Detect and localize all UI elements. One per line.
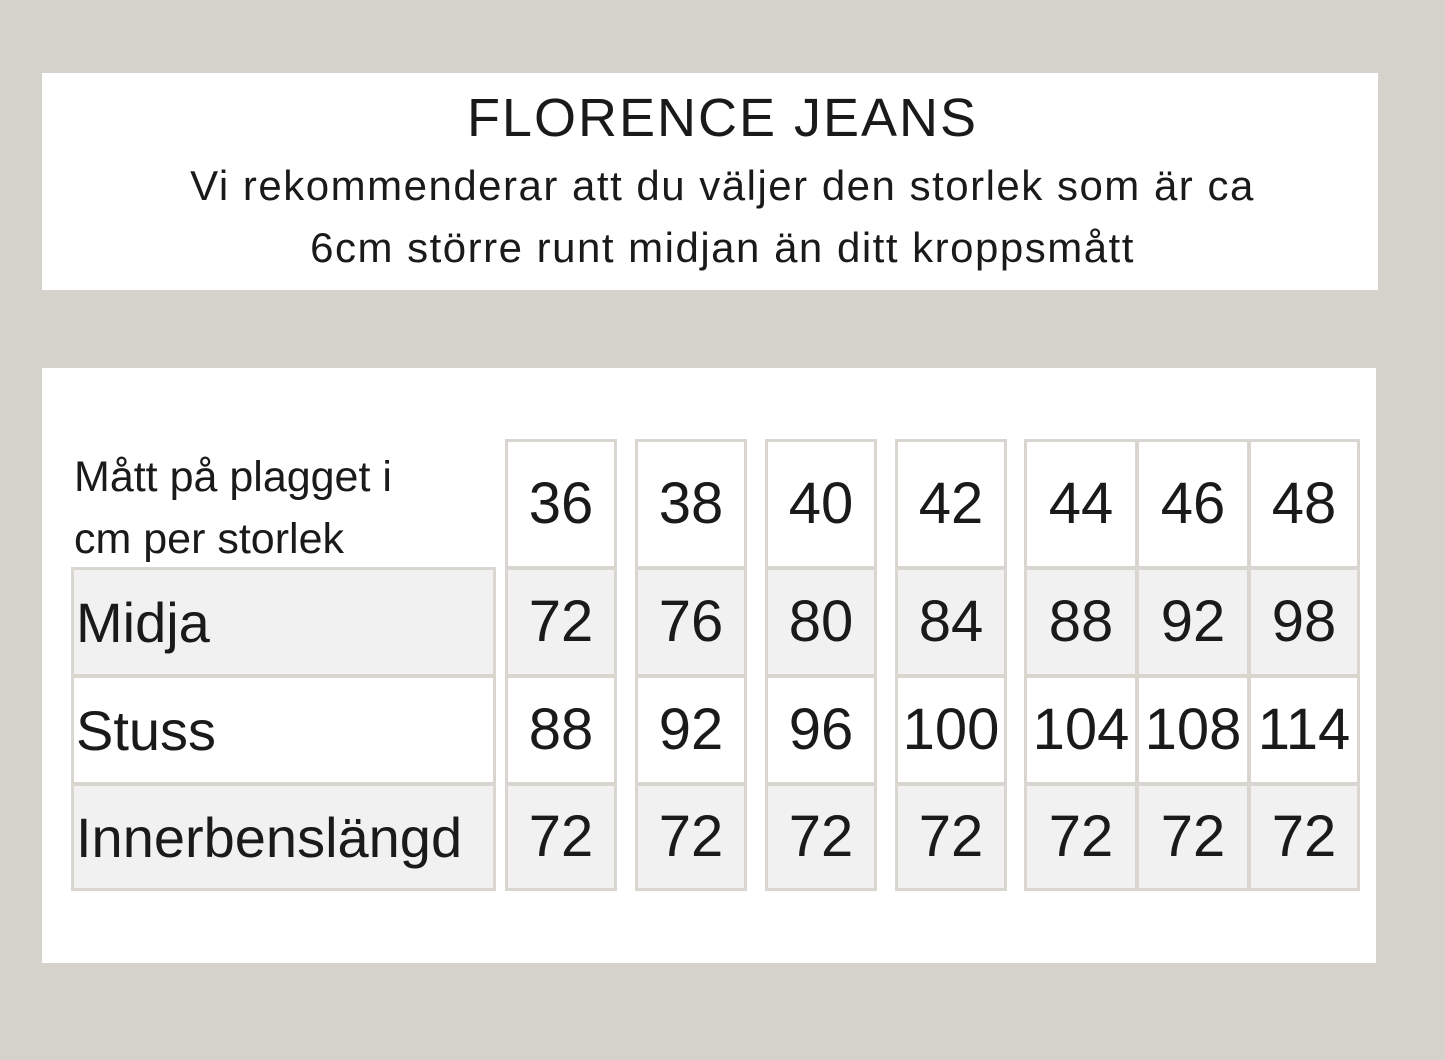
size-header-cell: 38 [635, 439, 747, 569]
table-cell: 108 [1136, 675, 1250, 785]
row-label: Innerbenslängd [71, 783, 496, 891]
table-cell: 84 [895, 567, 1007, 677]
table-cell: 80 [765, 567, 877, 677]
table-header-label-line-1: Mått på plagget i [74, 453, 392, 501]
table-header-label-line-2: cm per storlek [74, 515, 345, 563]
size-header-cell: 48 [1248, 439, 1360, 569]
table-header-label [74, 446, 494, 570]
table-cell: 104 [1024, 675, 1138, 785]
subtitle-line-1: Vi rekommenderar att du väljer den storlek som är ca [190, 162, 1255, 209]
table-cell: 76 [635, 567, 747, 677]
size-header-cell: 44 [1024, 439, 1138, 569]
table-cell: 72 [765, 783, 877, 891]
subtitle-line-2: 6cm större runt midjan än ditt kroppsmått [310, 224, 1135, 271]
table-cell: 72 [635, 783, 747, 891]
page-title: FLORENCE JEANS [466, 88, 979, 148]
row-label: Midja [71, 567, 496, 677]
table-cell: 96 [765, 675, 877, 785]
table-cell: 88 [505, 675, 617, 785]
table-cell: 72 [1136, 783, 1250, 891]
table-cell: 72 [505, 783, 617, 891]
table-cell: 72 [1024, 783, 1138, 891]
row-label: Stuss [71, 675, 496, 785]
table-cell: 72 [1248, 783, 1360, 891]
size-header-cell: 46 [1136, 439, 1250, 569]
size-header-cell: 42 [895, 439, 1007, 569]
table-cell: 92 [1136, 567, 1250, 677]
table-cell: 98 [1248, 567, 1360, 677]
table-cell: 92 [635, 675, 747, 785]
table-cell: 72 [505, 567, 617, 677]
table-cell: 100 [895, 675, 1007, 785]
size-header-cell: 36 [505, 439, 617, 569]
table-cell: 88 [1024, 567, 1138, 677]
size-header-cell: 40 [765, 439, 877, 569]
table-cell: 72 [895, 783, 1007, 891]
table-cell: 114 [1248, 675, 1360, 785]
